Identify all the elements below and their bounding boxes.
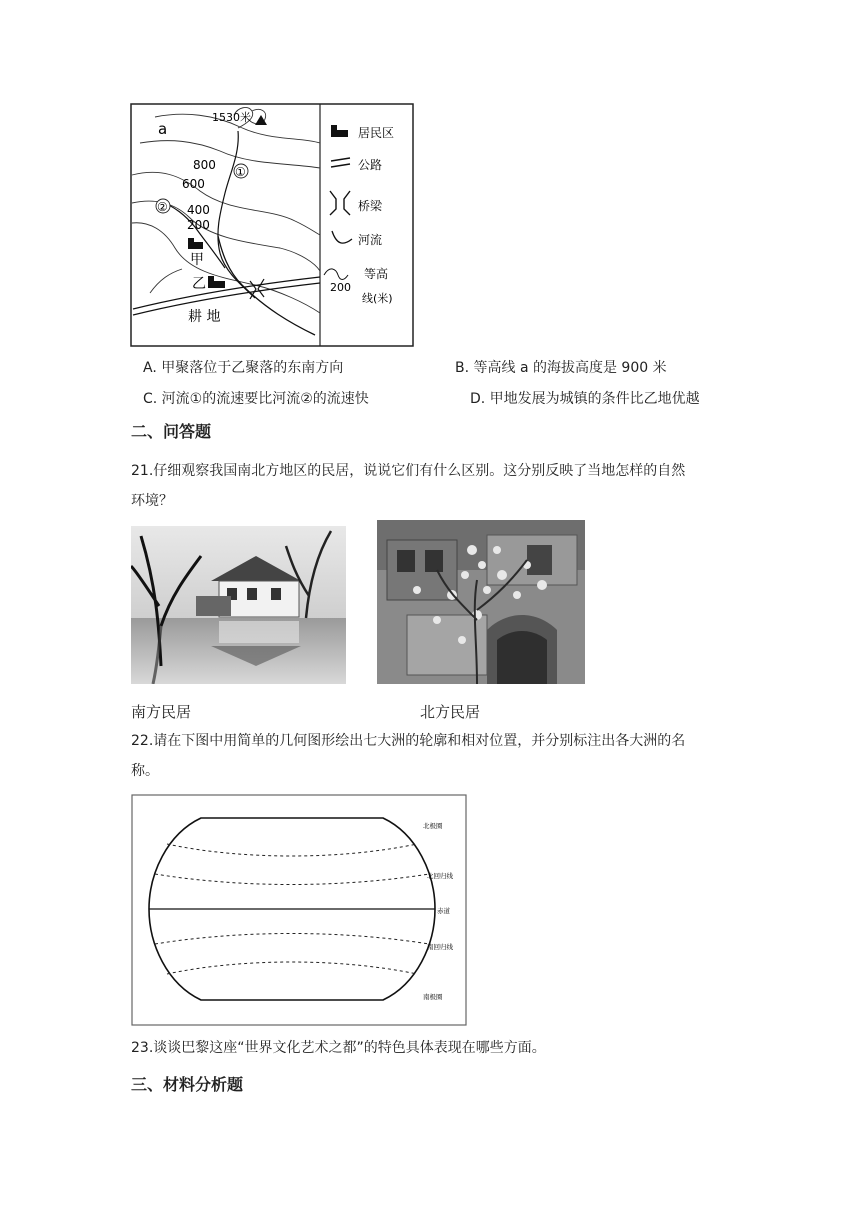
south-house-photo xyxy=(131,526,346,684)
legend-road: 公路 xyxy=(358,158,383,172)
question-21 xyxy=(131,456,751,516)
legend-contour-2: 线(米) xyxy=(362,292,393,305)
option-d: D. 甲地发展为城镇的条件比乙地优越 xyxy=(470,391,700,407)
tropic-cancer-label: 北回归线 xyxy=(427,872,453,880)
contour-800-label: 800 xyxy=(193,158,216,172)
caption-north: 北方民居 xyxy=(420,703,481,721)
question-22-line-1: 22.请在下图中用简单的几何图形绘出七大洲的轮廓和相对位置，并分别标注出各大洲的名 xyxy=(131,733,686,749)
tropic-capricorn-label: 南回归线 xyxy=(427,943,453,951)
section-3-title: 三、材料分析题 xyxy=(131,1075,244,1094)
farmland-label: 耕 地 xyxy=(188,309,221,325)
question-21-line-2: 环境？ xyxy=(131,493,173,509)
contour-a-label: a xyxy=(158,120,168,138)
question-21-line-1: 21.仔细观察我国南北方地区的民居，说说它们有什么区别。这分别反映了当地怎样的自然 xyxy=(131,463,686,479)
legend-contour-value: 200 xyxy=(330,281,351,294)
section-2-title: 二、问答题 xyxy=(131,422,212,441)
north-house-photo xyxy=(377,520,585,684)
option-b: B. 等高线 a 的海拔高度是 900 米 xyxy=(455,360,667,376)
contour-200-label: 200 xyxy=(187,218,210,232)
arctic-circle-label: 北极圈 xyxy=(423,822,443,830)
contour-400-label: 400 xyxy=(187,203,210,217)
option-c: C. 河流①的流速要比河流②的流速快 xyxy=(143,391,369,407)
question-22 xyxy=(131,726,751,786)
legend-bridge: 桥梁 xyxy=(358,199,383,213)
topographic-map xyxy=(130,103,414,348)
option-a: A. 甲聚落位于乙聚落的东南方向 xyxy=(143,360,344,376)
legend-contour-1: 等高 xyxy=(364,267,389,281)
river-1-label: ① xyxy=(235,165,246,179)
legend-residential: 居民区 xyxy=(358,126,395,140)
village-jia-label: 甲 xyxy=(190,252,204,268)
caption-south: 南方民居 xyxy=(131,703,192,721)
question-23: 23.谈谈巴黎这座“世界文化艺术之都”的特色具体表现在哪些方面。 xyxy=(131,1040,546,1056)
equator-label: 赤道 xyxy=(437,907,450,915)
river-2-label: ② xyxy=(157,200,168,214)
antarctic-circle-label: 南极圈 xyxy=(423,993,443,1001)
village-yi-label: 乙 xyxy=(192,276,206,292)
elevation-label: 1530米 xyxy=(212,111,251,124)
contour-600-label: 600 xyxy=(182,177,205,191)
question-22-line-2: 称。 xyxy=(131,763,159,779)
world-outline-map xyxy=(131,794,467,1026)
legend-river: 河流 xyxy=(358,233,383,247)
